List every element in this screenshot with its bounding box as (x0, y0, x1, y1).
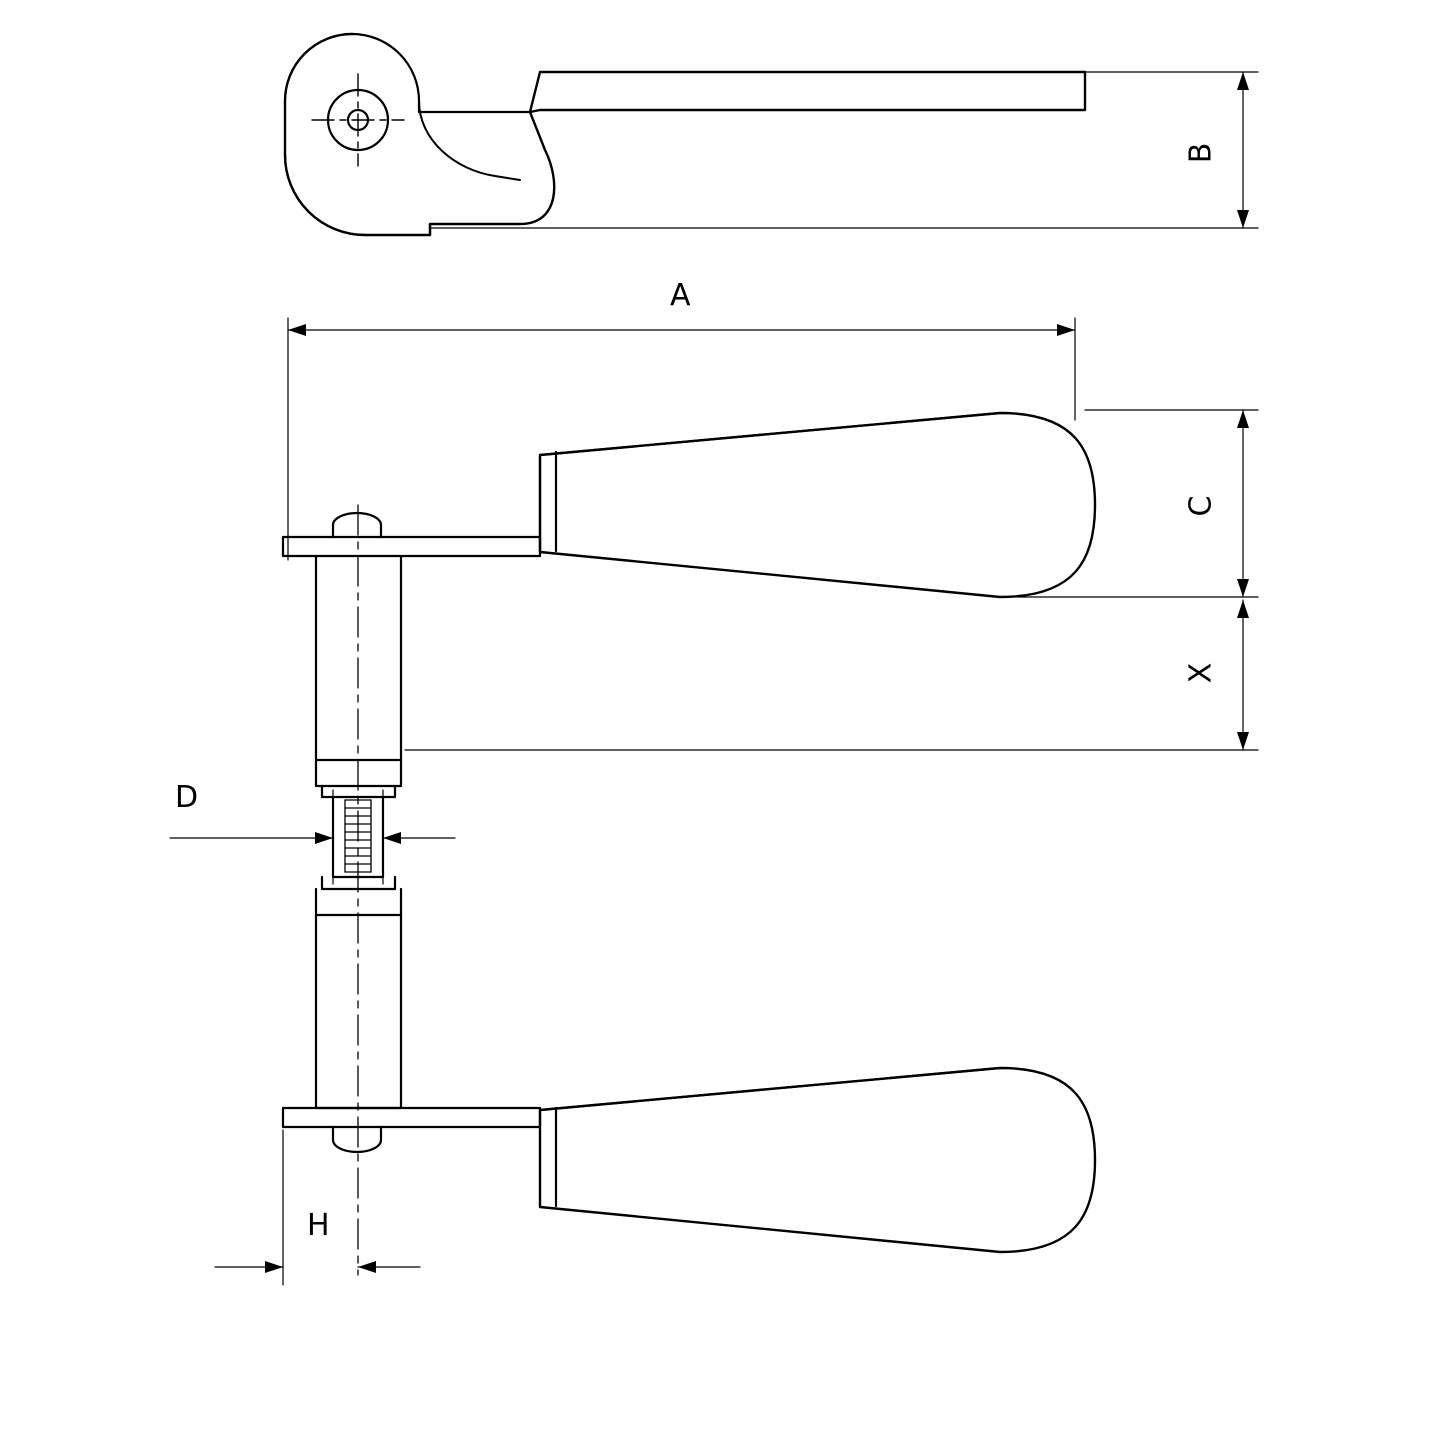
dimension-label-C: C (1183, 494, 1219, 517)
dimension-D (170, 790, 455, 884)
dimension-label-X: X (1183, 661, 1219, 684)
side-view-top-geometry (285, 34, 1085, 235)
dimension-X (405, 600, 1258, 750)
front-view-main-geometry (283, 413, 1095, 1275)
dimension-C (1018, 410, 1258, 597)
dimension-label-A: A (670, 278, 692, 313)
dimension-label-D: D (175, 780, 200, 815)
dimension-A (288, 318, 1075, 560)
dimension-B (430, 72, 1258, 228)
dimension-label-B: B (1183, 141, 1219, 164)
dimension-label-H: H (307, 1208, 331, 1243)
